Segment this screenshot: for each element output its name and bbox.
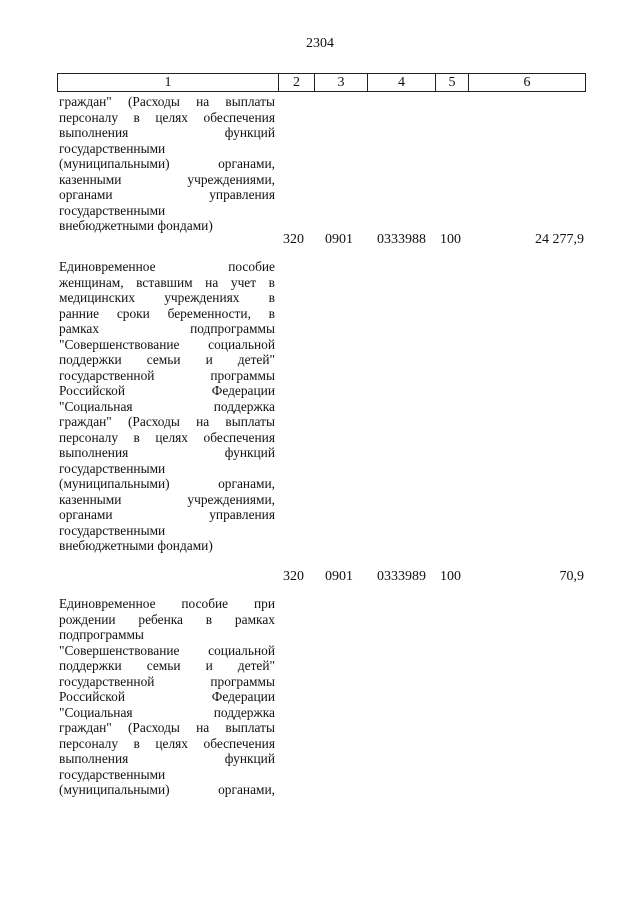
row-col-4: 0333988 (377, 232, 426, 247)
page-number: 2304 (306, 36, 334, 51)
row-col-2: 320 (283, 232, 304, 247)
row-col-5: 100 (440, 232, 461, 247)
header-col-6: 6 (468, 73, 586, 92)
row-col-4: 0333989 (377, 569, 426, 584)
row-description: Единовременное пособие женщинам, вставшим на учет в медицинских учреждениях в ранние сроки беременности, в рамках подпрограммы "Совершенствование социальной поддержки семьи и детей" государственной программы Российской Федерации "Социальная поддержка граждан" (Расходы на выплаты персоналу в целях обеспечения выполнения функций государственными (муниципальными) органами, казенными учреждениями, органами управления государственными внебюджетными фондами) (59, 259, 275, 553)
row-col-2: 320 (283, 569, 304, 584)
header-col-5: 5 (435, 73, 469, 92)
header-col-1: 1 (57, 73, 279, 92)
header-col-4: 4 (367, 73, 436, 92)
row-col-3: 0901 (325, 569, 353, 584)
row-description: Единовременное пособие при рождении ребенка в рамках подпрограммы "Совершенствование социальной поддержки семьи и детей" государственной программы Российской Федерации "Социальная поддержка граждан" (Расходы на выплаты персоналу в целях обеспечения выполнения функций государственными (муниципальными) органами, (59, 596, 275, 797)
row-col-5: 100 (440, 569, 461, 584)
header-col-2: 2 (278, 73, 315, 92)
row-col-6: 24 277,9 (535, 232, 584, 247)
header-col-3: 3 (314, 73, 368, 92)
row-col-3: 0901 (325, 232, 353, 247)
row-description: граждан" (Расходы на выплаты персоналу в целях обеспечения выполнения функций государственными (муниципальными) органами, казенными учреждениями, органами управления государственными внебюджетными фондами) (59, 94, 275, 233)
row-col-6: 70,9 (559, 569, 584, 584)
